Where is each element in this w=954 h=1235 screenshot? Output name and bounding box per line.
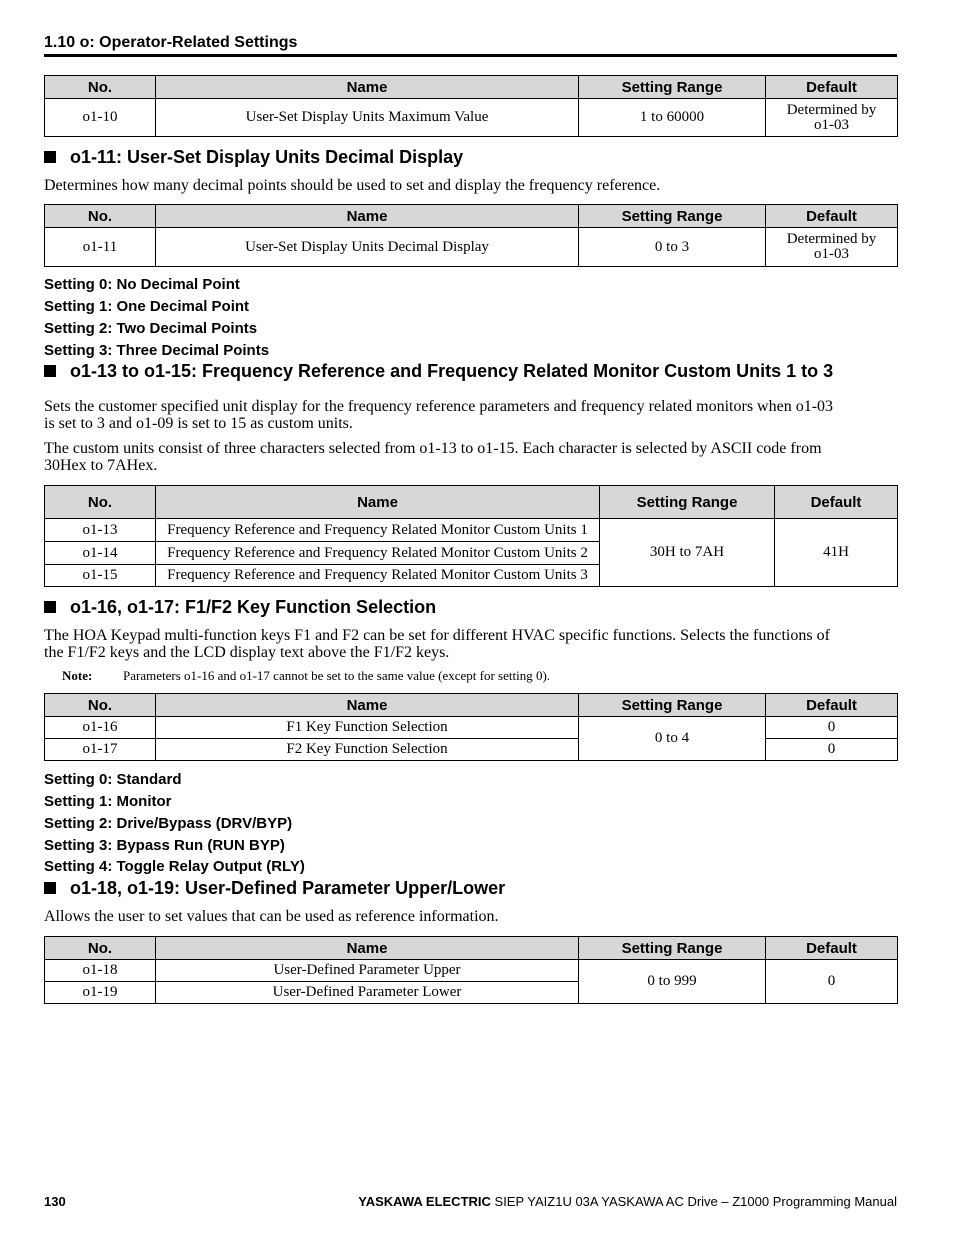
setting-item: Setting 0: No Decimal Point — [44, 276, 240, 293]
col-header-name: Name — [156, 486, 600, 519]
table-o1-13 — [44, 485, 898, 587]
param-no: o1-19 — [45, 982, 156, 1004]
bullet-square-icon — [44, 882, 56, 894]
setting-item: Setting 3: Bypass Run (RUN BYP) — [44, 837, 285, 854]
param-default: 0 — [766, 960, 898, 1004]
description-o1-13-p1: Sets the customer specified unit display for the frequency reference parameters and frequency related monitors when o1-03 is set to 3 and o1-09 is set to 15 as custom units. — [44, 398, 834, 432]
col-header-range: Setting Range — [579, 694, 766, 717]
param-name: F1 Key Function Selection — [156, 717, 579, 739]
table-o1-10 — [44, 75, 898, 137]
param-name: User-Set Display Units Maximum Value — [156, 99, 579, 137]
table-row — [45, 739, 898, 761]
param-no: o1-17 — [45, 739, 156, 761]
col-header-name: Name — [156, 694, 579, 717]
param-range: 0 to 3 — [579, 228, 766, 267]
param-default: Determined by o1-03 — [766, 228, 898, 267]
param-range: 30H to 7AH — [600, 519, 775, 587]
col-header-no: No. — [45, 694, 156, 717]
setting-item: Setting 1: One Decimal Point — [44, 298, 250, 315]
param-no: o1-13 — [45, 519, 156, 542]
param-name: User-Defined Parameter Upper — [156, 960, 579, 982]
section-title-o1-18: o1-18, o1-19: User-Defined Parameter Upper/Lower — [44, 878, 505, 899]
section-title-o1-11: o1-11: User-Set Display Units Decimal Display — [44, 147, 463, 168]
table-o1-11 — [44, 204, 898, 267]
param-no: o1-14 — [45, 542, 156, 565]
table-row — [45, 228, 898, 267]
col-header-range: Setting Range — [600, 486, 775, 519]
table-o1-18 — [44, 936, 898, 1004]
footer-brand: YASKAWA ELECTRIC — [358, 1194, 491, 1209]
header-rule — [44, 54, 897, 57]
setting-item: Setting 4: Toggle Relay Output (RLY) — [44, 858, 305, 875]
setting-item: Setting 0: Standard — [44, 771, 182, 788]
param-default: 0 — [766, 739, 898, 761]
col-header-range: Setting Range — [579, 205, 766, 228]
note-label: Note: — [62, 668, 93, 683]
col-header-default: Default — [766, 205, 898, 228]
param-default: 0 — [766, 717, 898, 739]
col-header-name: Name — [156, 205, 579, 228]
section-title-o1-13: o1-13 to o1-15: Frequency Reference and Frequency Related Monitor Custom Units 1 to 3 — [44, 361, 833, 382]
col-header-default: Default — [775, 486, 898, 519]
bullet-square-icon — [44, 151, 56, 163]
table-o1-16 — [44, 693, 898, 761]
table-row — [45, 99, 898, 137]
col-header-range: Setting Range — [579, 937, 766, 960]
col-header-name: Name — [156, 937, 579, 960]
param-no: o1-10 — [45, 99, 156, 137]
param-no: o1-16 — [45, 717, 156, 739]
col-header-default: Default — [766, 694, 898, 717]
param-range: 0 to 999 — [579, 960, 766, 1004]
page-number: 130 — [44, 1194, 66, 1209]
table-row — [45, 717, 898, 739]
col-header-name: Name — [156, 76, 579, 99]
table-row — [45, 960, 898, 982]
param-default: 41H — [775, 519, 898, 587]
description-o1-11: Determines how many decimal points should be used to set and display the frequency reference. — [44, 177, 661, 194]
page-header: 1.10 o: Operator-Related Settings — [44, 34, 298, 51]
description-o1-18: Allows the user to set values that can be used as reference information. — [44, 908, 499, 925]
col-header-default: Default — [766, 76, 898, 99]
param-no: o1-18 — [45, 960, 156, 982]
param-default: Determined by o1-03 — [766, 99, 898, 137]
description-o1-16: The HOA Keypad multi-function keys F1 and F2 can be set for different HVAC specific functions. Selects the functions of the F1/F2 keys and the LCD display text above the F1/F2 keys. — [44, 627, 830, 661]
param-range: 1 to 60000 — [579, 99, 766, 137]
setting-item: Setting 3: Three Decimal Points — [44, 342, 270, 359]
setting-item: Setting 2: Two Decimal Points — [44, 320, 258, 337]
bullet-square-icon — [44, 365, 56, 377]
param-name: Frequency Reference and Frequency Related Monitor Custom Units 3 — [156, 565, 600, 587]
setting-item: Setting 1: Monitor — [44, 793, 172, 810]
col-header-no: No. — [45, 486, 156, 519]
param-name: User-Set Display Units Decimal Display — [156, 228, 579, 267]
col-header-no: No. — [45, 76, 156, 99]
col-header-default: Default — [766, 937, 898, 960]
param-no: o1-11 — [45, 228, 156, 267]
col-header-no: No. — [45, 205, 156, 228]
param-name: F2 Key Function Selection — [156, 739, 579, 761]
param-name: User-Defined Parameter Lower — [156, 982, 579, 1004]
footer-manual: SIEP YAIZ1U 03A YASKAWA AC Drive – Z1000 Programming Manual — [490, 1194, 897, 1209]
table-row — [45, 519, 898, 542]
param-name: Frequency Reference and Frequency Related Monitor Custom Units 2 — [156, 542, 600, 565]
setting-item: Setting 2: Drive/Bypass (DRV/BYP) — [44, 815, 293, 832]
note-text: Parameters o1-16 and o1-17 cannot be set to the same value (except for setting 0). — [123, 668, 551, 683]
param-range: 0 to 4 — [579, 717, 766, 761]
param-no: o1-15 — [45, 565, 156, 587]
description-o1-13-p2: The custom units consist of three characters selected from o1-13 to o1-15. Each character is selected by ASCII code from 30Hex to 7AHex. — [44, 440, 822, 474]
param-name: Frequency Reference and Frequency Related Monitor Custom Units 1 — [156, 519, 600, 542]
section-title-o1-16: o1-16, o1-17: F1/F2 Key Function Selection — [44, 597, 436, 618]
footer-manual-title — [358, 1194, 897, 1209]
col-header-range: Setting Range — [579, 76, 766, 99]
bullet-square-icon — [44, 601, 56, 613]
col-header-no: No. — [45, 937, 156, 960]
